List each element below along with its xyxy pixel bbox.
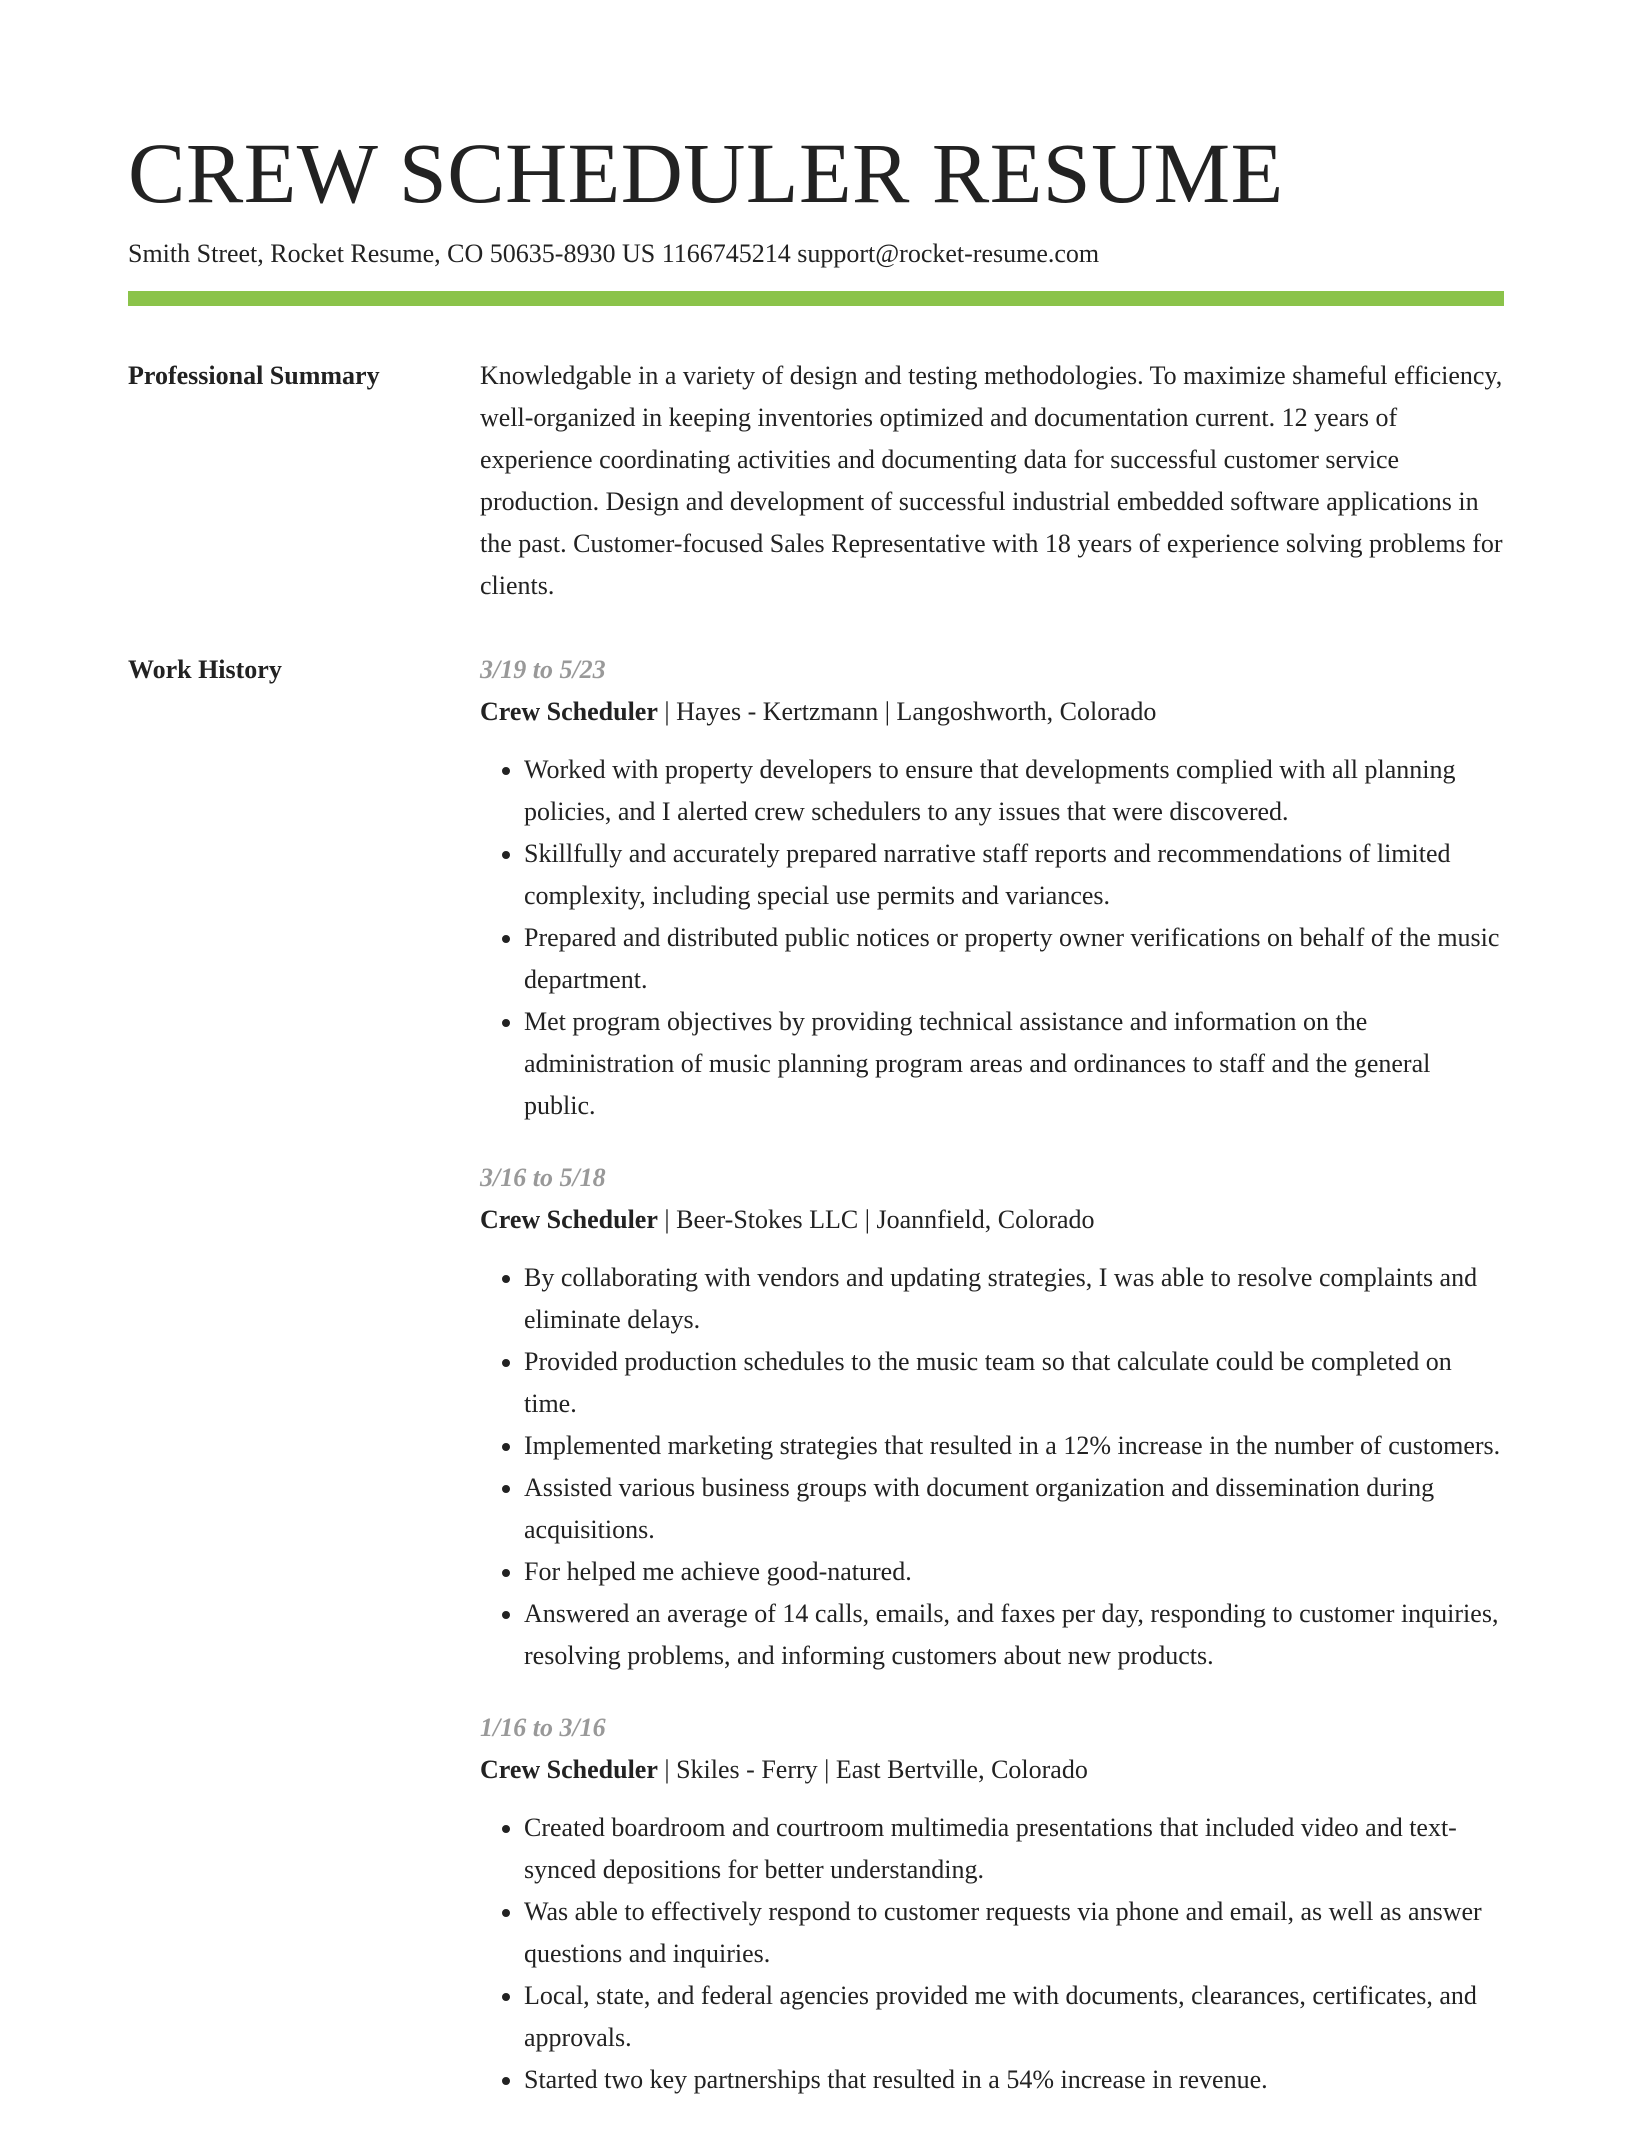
resume-title: CREW SCHEDULER RESUME <box>128 125 1284 221</box>
job-bullet: • Assisted various business groups with document organization and dissemination during acquisitions. <box>524 1467 1504 1551</box>
job-details: | Skiles - Ferry | East Bertville, Colorado <box>657 1755 1088 1784</box>
job-bullets <box>480 1257 1504 1677</box>
job-bullet: • Prepared and distributed public notices or property owner verifications on behalf of the music department. <box>524 917 1504 1001</box>
job-bullet: • Met program objectives by providing technical assistance and information on the administration of music planning program areas and ordinances to staff and the general public. <box>524 1001 1504 1127</box>
professional-summary-section <box>128 355 1504 607</box>
job-title: Crew Scheduler <box>480 1755 658 1784</box>
job-bullet: • Created boardroom and courtroom multimedia presentations that included video and text-synced depositions for better understanding. <box>524 1807 1504 1891</box>
job-details: | Beer-Stokes LLC | Joannfield, Colorado <box>657 1205 1095 1234</box>
job-entry <box>480 1707 1504 2101</box>
job-bullet: • By collaborating with vendors and updating strategies, I was able to resolve complaints and eliminate delays. <box>524 1257 1504 1341</box>
work-history-list <box>480 649 1504 2131</box>
professional-summary-text: Knowledgable in a variety of design and testing methodologies. To maximize shameful efficiency, well-organized in keeping inventories optimized and documentation current. 12 years of experience coordinating activities and documenting data for successful customer service production. Design and development of successful industrial embedded software applications in the past. Customer-focused Sales Representative with 18 years of experience solving problems for clients. <box>480 361 1503 600</box>
job-bullet: • Was able to effectively respond to customer requests via phone and email, as well as answer questions and inquiries. <box>524 1891 1504 1975</box>
job-dates: 3/19 to 5/23 <box>480 655 606 684</box>
job-bullet: • Worked with property developers to ensure that developments complied with all planning policies, and I alerted crew schedulers to any issues that were discovered. <box>524 749 1504 833</box>
job-bullet: • Provided production schedules to the music team so that calculate could be completed on time. <box>524 1341 1504 1425</box>
job-bullet: • Skillfully and accurately prepared narrative staff reports and recommendations of limited complexity, including special use permits and variances. <box>524 833 1504 917</box>
job-bullet: • Answered an average of 14 calls, emails, and faxes per day, responding to customer inquiries, resolving problems, and informing customers about new products. <box>524 1593 1504 1677</box>
job-dates: 3/16 to 5/18 <box>480 1163 606 1192</box>
job-bullet: • Started two key partnerships that resulted in a 54% increase in revenue. <box>524 2059 1504 2101</box>
header-divider <box>128 291 1504 306</box>
job-heading <box>480 1749 1504 1791</box>
job-bullet: • For helped me achieve good-natured. <box>524 1551 1504 1593</box>
job-title: Crew Scheduler <box>480 697 658 726</box>
job-entry <box>480 649 1504 1127</box>
job-details: | Hayes - Kertzmann | Langoshworth, Colorado <box>657 697 1157 726</box>
section-label-professional-summary: Professional Summary <box>128 361 380 390</box>
job-title: Crew Scheduler <box>480 1205 658 1234</box>
job-heading <box>480 691 1504 733</box>
job-heading <box>480 1199 1504 1241</box>
resume-document <box>128 118 1504 2131</box>
job-bullets <box>480 749 1504 1127</box>
job-bullets <box>480 1807 1504 2101</box>
job-entry <box>480 1157 1504 1677</box>
section-label-work-history: Work History <box>128 655 282 684</box>
job-bullet: • Local, state, and federal agencies provided me with documents, clearances, certificates, and approvals. <box>524 1975 1504 2059</box>
work-history-section <box>128 649 1504 2131</box>
contact-info: Smith Street, Rocket Resume, CO 50635-8930 US 1166745214 support@rocket-resume.com <box>128 239 1100 268</box>
job-dates: 1/16 to 3/16 <box>480 1713 606 1742</box>
job-bullet: • Implemented marketing strategies that resulted in a 12% increase in the number of customers. <box>524 1425 1504 1467</box>
